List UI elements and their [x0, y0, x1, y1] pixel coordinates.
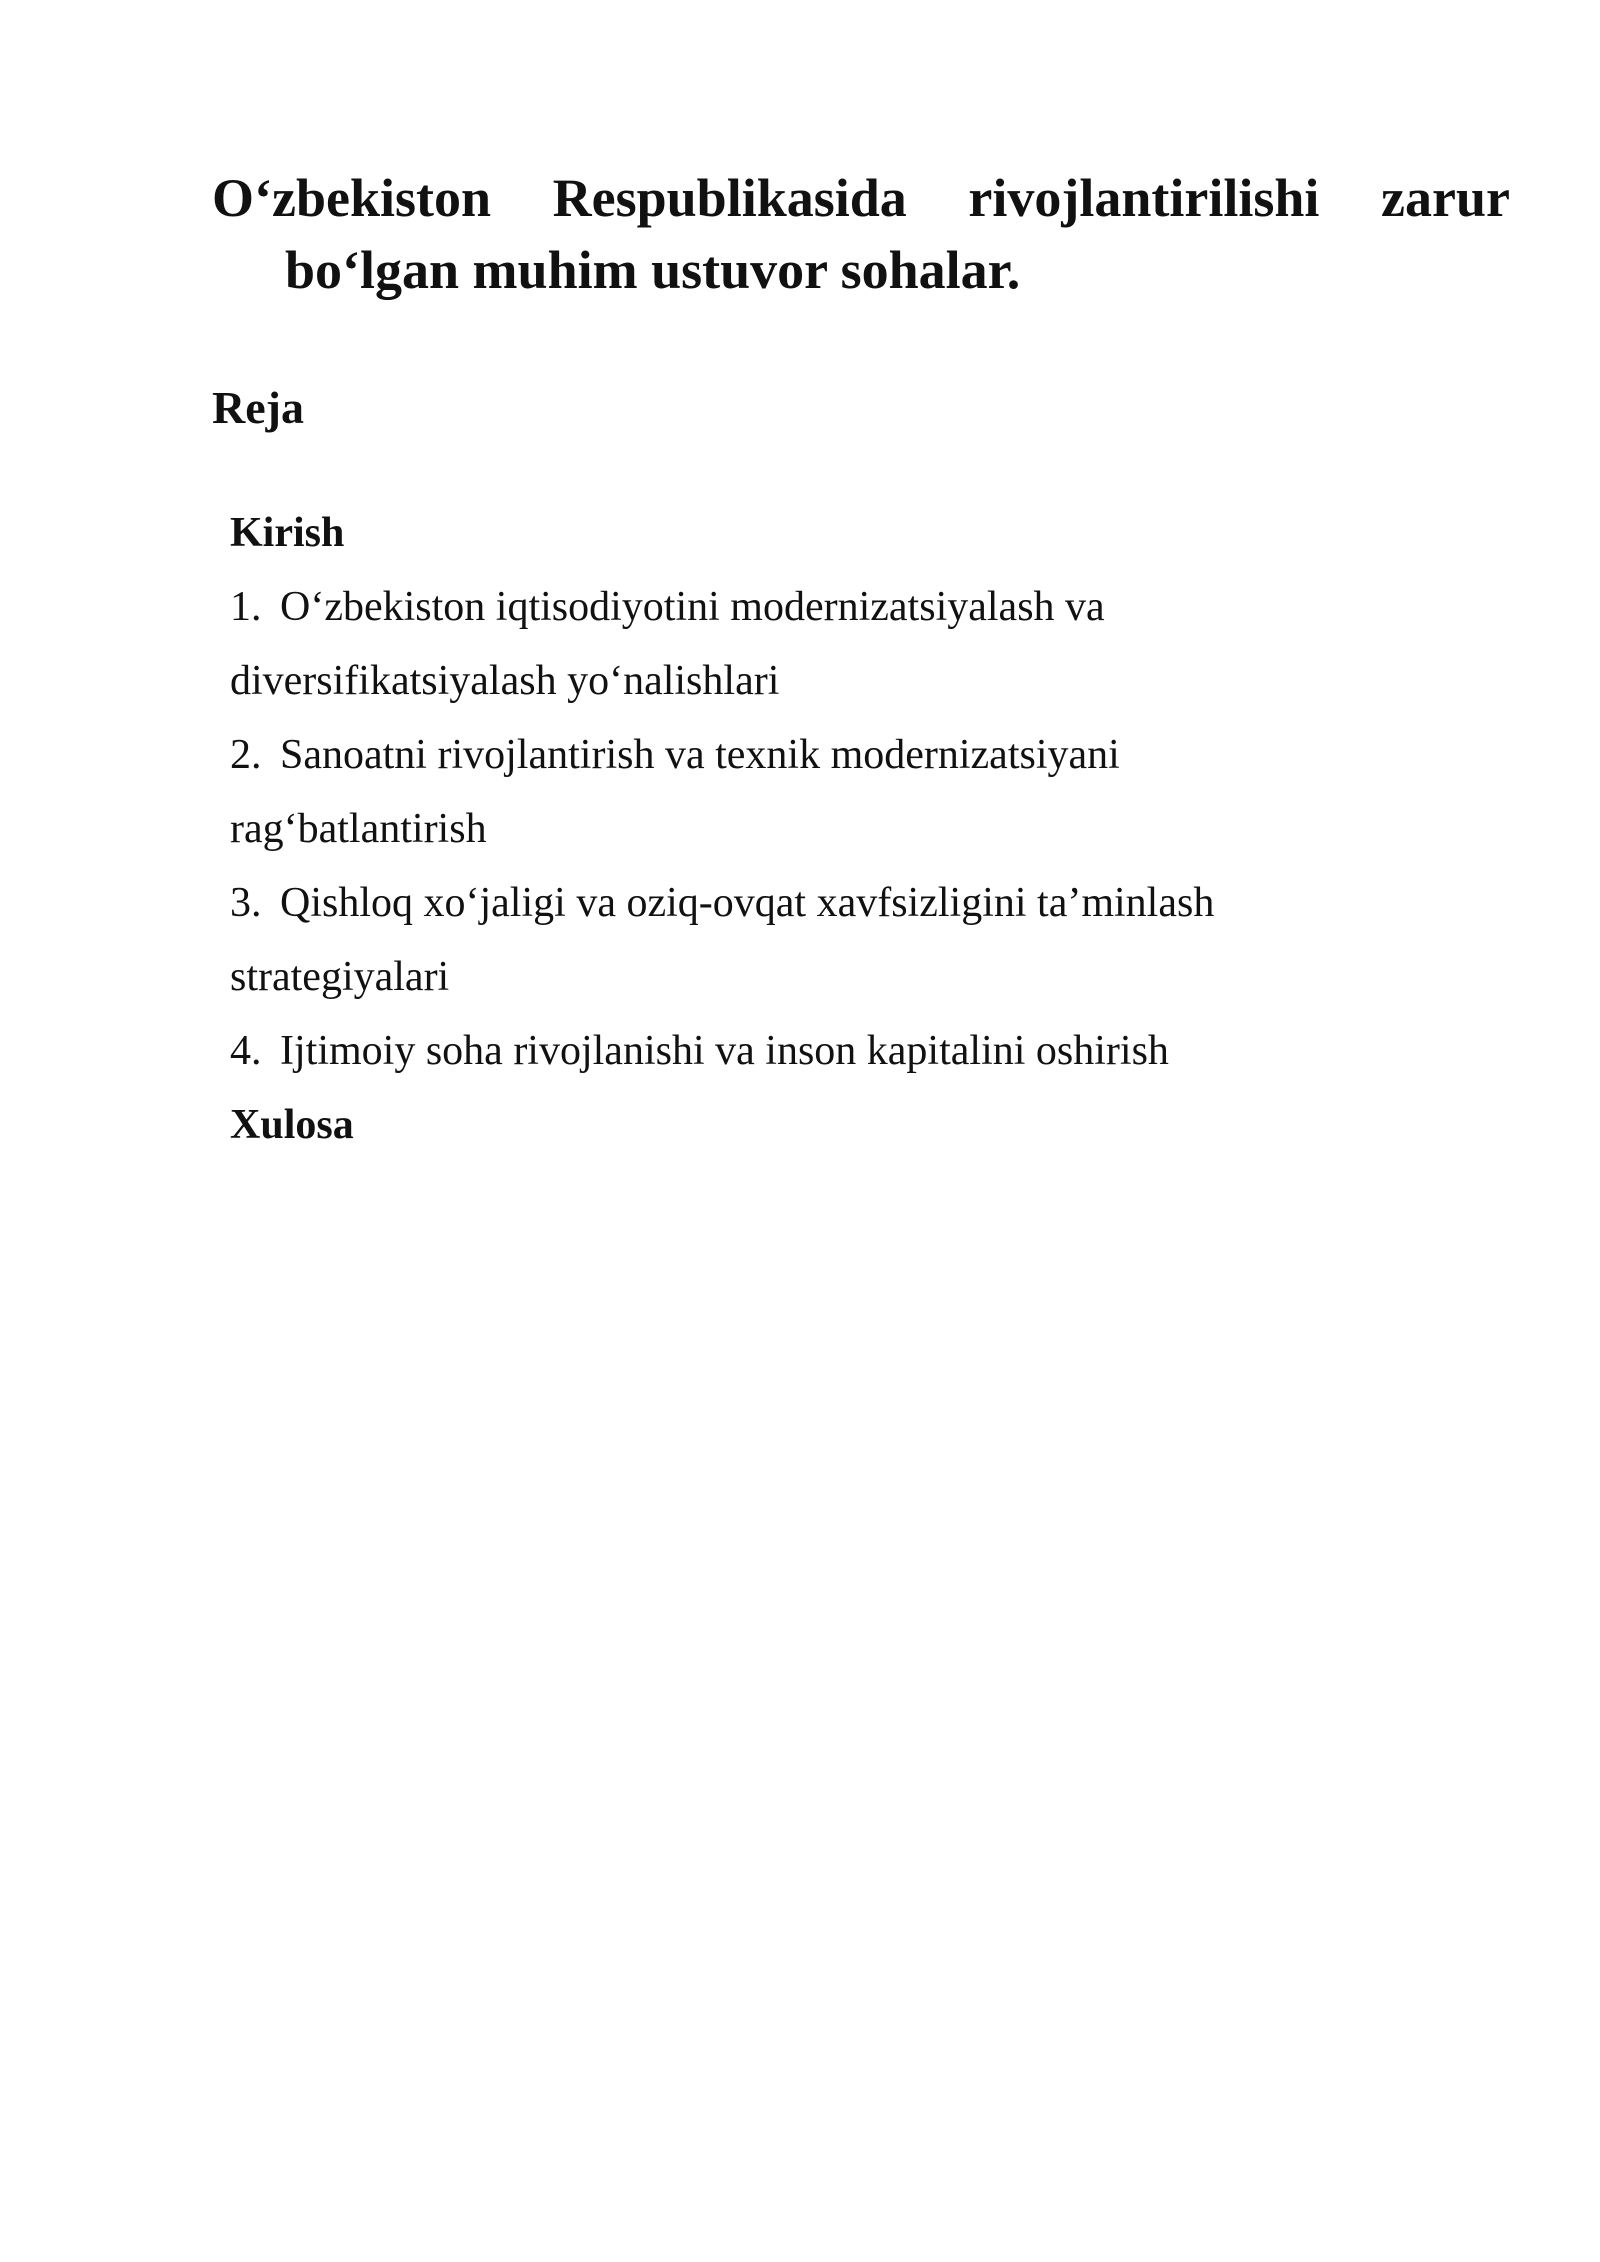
plan-item-text: O‘zbekiston iqtisodiyotini modernizatsiyalash va	[280, 584, 1105, 630]
plan-item-2-continuation: rag‘batlantirish	[230, 806, 487, 852]
plan-item-conclusion: Xulosa	[230, 1102, 354, 1148]
document-title-line-2: bo‘lgan muhim ustuvor sohalar.	[285, 240, 1021, 300]
plan-item-1	[230, 570, 1430, 644]
document-title-line-1: O‘zbekiston Respublikasida rivojlantirilishi zarur	[212, 168, 1510, 228]
plan-item-introduction: Kirish	[230, 510, 345, 556]
plan-item-number: 1.	[230, 584, 262, 630]
plan-item-number: 3.	[230, 880, 262, 926]
plan-item-text: Ijtimoiy soha rivojlanishi va inson kapitalini oshirish	[280, 1028, 1169, 1074]
plan-list	[230, 496, 1430, 1162]
plan-item-text: Qishloq xo‘jaligi va oziq-ovqat xavfsizligini ta’minlash	[280, 880, 1215, 926]
plan-item-text: Sanoatni rivojlantirish va texnik modernizatsiyani	[280, 732, 1120, 778]
plan-item-2	[230, 718, 1430, 792]
plan-item-3-continuation: strategiyalari	[230, 954, 450, 1000]
plan-item-number: 2.	[230, 732, 262, 778]
plan-item-3	[230, 866, 1430, 940]
plan-item-number: 4.	[230, 1028, 262, 1074]
plan-item-1-continuation: diversifikatsiyalash yo‘nalishlari	[230, 658, 780, 704]
plan-item-4	[230, 1014, 1430, 1088]
plan-heading: Reja	[212, 382, 304, 433]
document-title	[212, 162, 1512, 306]
